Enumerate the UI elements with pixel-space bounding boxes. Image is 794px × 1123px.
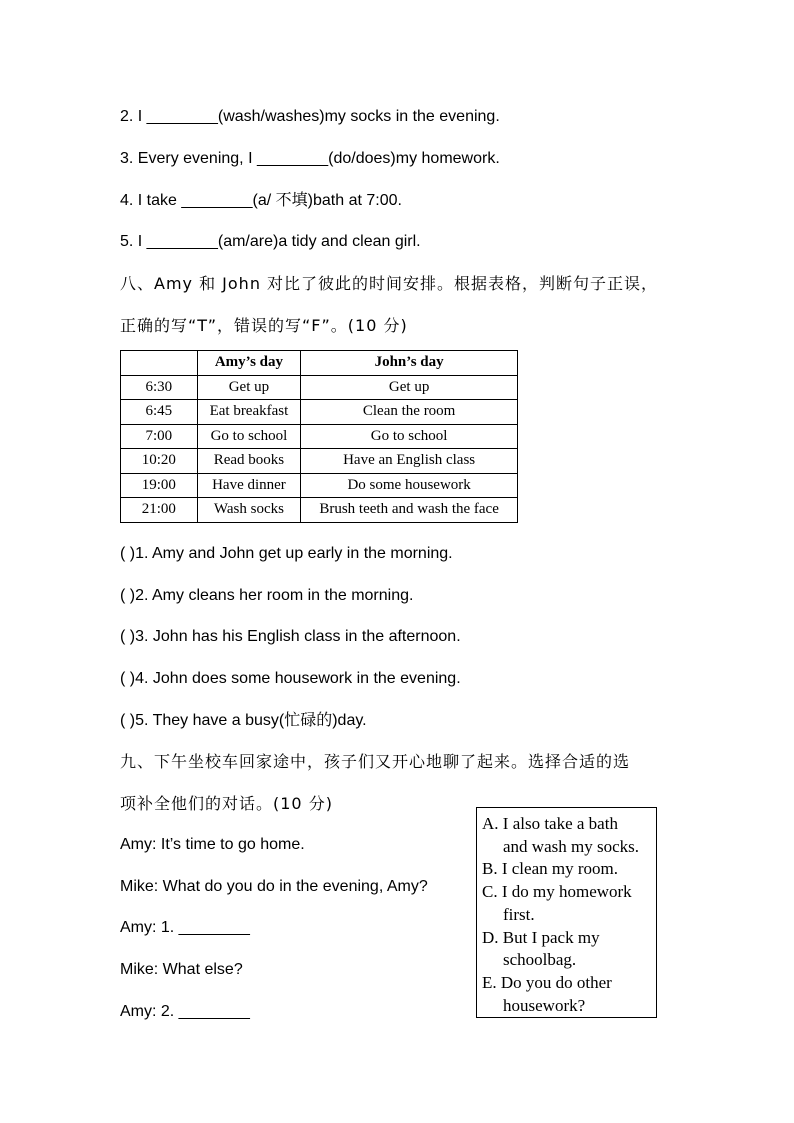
table-row: [121, 498, 518, 523]
dialogue-line: Mike: What else?: [120, 961, 243, 978]
dialogue-line: Amy: It’s time to go home.: [120, 836, 305, 853]
table-row: [121, 375, 518, 400]
option-text: D. But I pack my: [482, 927, 600, 947]
john-cell: Get up: [301, 375, 518, 400]
amy-cell: Eat breakfast: [197, 400, 301, 425]
fill-in-item: 3. Every evening, I ________(do/does)my homework.: [120, 150, 500, 167]
table-header-row: [121, 351, 518, 376]
true-false-item: ( )3. John has his English class in the afternoon.: [120, 628, 461, 645]
option-text: A. I also take a bath: [482, 814, 618, 833]
fill-in-item: 5. I ________(am/are)a tidy and clean girl.: [120, 233, 421, 250]
time-cell: 7:00: [121, 424, 198, 449]
amy-cell: Get up: [197, 375, 301, 400]
section-8-instruction: 正确的写“T”，错误的写“F”。(10 分): [120, 316, 408, 335]
table-row: [121, 400, 518, 425]
amy-cell: Read books: [197, 449, 301, 474]
option-text-continued: and wash my socks.: [503, 836, 639, 856]
dialogue-line: Mike: What do you do in the evening, Amy?: [120, 878, 428, 895]
time-cell: 19:00: [121, 473, 198, 498]
time-cell: 6:30: [121, 375, 198, 400]
fill-in-item: 2. I ________(wash/washes)my socks in the evening.: [120, 108, 500, 125]
header-cell: [121, 351, 198, 376]
john-cell: Brush teeth and wash the face: [301, 498, 518, 523]
true-false-item: ( )4. John does some housework in the evening.: [120, 670, 461, 687]
john-cell: Do some housework: [301, 473, 518, 498]
option-e: [482, 972, 656, 1017]
true-false-item: ( )5. They have a busy(忙碌的)day.: [120, 712, 367, 729]
fill-in-item: 4. I take ________(a/ 不填)bath at 7:00.: [120, 192, 402, 209]
option-b: [482, 858, 656, 881]
section-9-heading: 九、下午坐校车回家途中，孩子们又开心地聊了起来。选择合适的选: [120, 752, 631, 771]
option-text-continued: housework?: [503, 995, 586, 1015]
amy-cell: Wash socks: [197, 498, 301, 523]
option-text-continued: schoolbag.: [503, 950, 577, 970]
header-cell: John’s day: [301, 351, 518, 376]
section-8-heading: 八、Amy 和 John 对比了彼此的时间安排。根据表格，判断句子正误，: [120, 274, 659, 293]
amy-cell: Go to school: [197, 424, 301, 449]
table-row: [121, 473, 518, 498]
options-box: [476, 807, 657, 1018]
true-false-item: ( )2. Amy cleans her room in the morning.: [120, 587, 414, 604]
option-text-continued: first.: [503, 904, 535, 924]
schedule-table: [120, 350, 518, 523]
option-text: E. Do you do other: [482, 972, 612, 992]
john-cell: Have an English class: [301, 449, 518, 474]
time-cell: 6:45: [121, 400, 198, 425]
john-cell: Go to school: [301, 424, 518, 449]
dialogue-line: Amy: 1. ________: [120, 919, 250, 936]
john-cell: Clean the room: [301, 400, 518, 425]
option-text: C. I do my homework: [482, 882, 632, 902]
option-text: B. I clean my room.: [482, 859, 618, 879]
option-d: [482, 927, 656, 972]
amy-cell: Have dinner: [197, 473, 301, 498]
option-c: [482, 881, 656, 926]
option-a: [482, 813, 656, 858]
true-false-item: ( )1. Amy and John get up early in the morning.: [120, 545, 453, 562]
section-9-instruction: 项补全他们的对话。(10 分): [120, 794, 333, 813]
table-row: [121, 424, 518, 449]
time-cell: 10:20: [121, 449, 198, 474]
time-cell: 21:00: [121, 498, 198, 523]
dialogue-line: Amy: 2. ________: [120, 1003, 250, 1020]
header-cell: Amy’s day: [197, 351, 301, 376]
table-row: [121, 449, 518, 474]
